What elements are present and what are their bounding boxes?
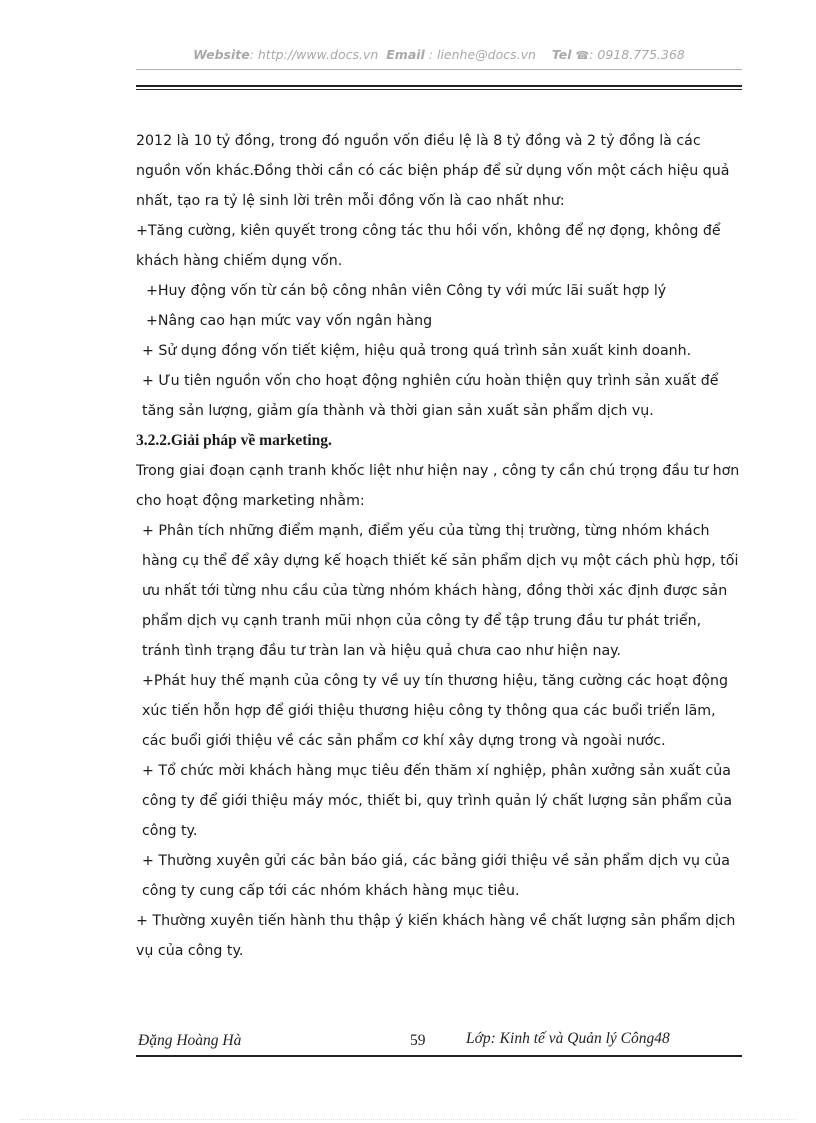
list-item: + Ưu tiên nguồn vốn cho hoạt động nghiên cứu hoàn thiện quy trình sản xuất để tăng sản lượng, giảm gía thành và thời gian sản xuất sản phẩm dịch vụ. — [142, 373, 719, 419]
list-item: +Phát huy thế mạnh của công ty về uy tín thương hiệu, tăng cường các hoạt động xúc tiến hỗn hợp để giới thiệu thương hiệu công ty thông qua các buổi triển lãm, các buổi giới thiệu về các sản phẩm cơ khí xây dựng trong và ngoài nước. — [142, 673, 728, 749]
phone-icon: ☎ — [575, 49, 590, 62]
list-item: + Thường xuyên tiến hành thu thập ý kiến khách hàng về chất lượng sản phẩm dịch vụ của công ty. — [136, 913, 736, 959]
header-rule — [136, 69, 742, 70]
list-item: + Phân tích những điểm mạnh, điểm yếu của từng thị trường, từng nhóm khách hàng cụ thể để xây dựng kế hoạch thiết kế sản phẩm dịch vụ một cách phù hợp, tối ưu nhất tới từng nhu cầu của từng nhóm khách hàng, đồng thời xác định được sản phẩm dịch vụ cạnh tranh mũi nhọn của công ty để tập trung đầu tư phát triển, tránh tình trạng đầu tư tràn lan và hiệu quả chưa cao như hiện nay. — [142, 523, 739, 659]
list-item: +Tăng cường, kiên quyết trong công tác thu hồi vốn, không để nợ đọng, không để khách hàng chiếm dụng vốn. — [136, 223, 721, 269]
tel-value: : 0918.775.368 — [589, 47, 685, 62]
page-header — [136, 47, 742, 62]
list-item: + Thường xuyên gửi các bản báo giá, các bảng giới thiệu về sản phẩm dịch vụ của công ty cung cấp tới các nhóm khách hàng mục tiêu. — [142, 853, 730, 899]
footer-rule — [136, 1055, 742, 1057]
website-value: : http://www.docs.vn — [249, 47, 379, 62]
footer-class: Lớp: Kinh tế và Quản lý Công48 — [466, 1030, 670, 1047]
footer-author: Đặng Hoàng Hà — [138, 1032, 242, 1049]
paragraph-capital: 2012 là 10 tỷ đồng, trong đó nguồn vốn điều lệ là 8 tỷ đồng và 2 tỷ đồng là các nguồn vốn khác.Đồng thời cần có các biện pháp để sử dụng vốn một cách hiệu quả nhất, tạo ra tỷ lệ sinh lời trên mỗi đồng vốn là cao nhất như: — [136, 133, 730, 209]
paragraph-marketing: Trong giai đoạn cạnh tranh khốc liệt như hiện nay , công ty cần chú trọng đầu tư hơn cho hoạt động marketing nhằm: — [136, 463, 740, 509]
section-heading: 3.2.2.Giải pháp về marketing. — [136, 432, 332, 449]
tel-label: Tel — [551, 47, 572, 62]
page-footer — [136, 1030, 742, 1054]
list-item: +Nâng cao hạn mức vay vốn ngân hàng — [146, 313, 433, 329]
website-label: Website — [193, 47, 250, 62]
email-label: Email — [386, 47, 425, 62]
document-body — [136, 126, 740, 966]
header-double-rule — [136, 85, 742, 90]
page-number: 59 — [410, 1032, 426, 1049]
email-value: : lienhe@docs.vn — [424, 47, 536, 62]
list-item: +Huy động vốn từ cán bộ công nhân viên Công ty với mức lãi suất hợp lý — [146, 283, 667, 299]
list-item: + Tổ chức mời khách hàng mục tiêu đến thăm xí nghiệp, phân xưởng sản xuất của công ty để giới thiệu máy móc, thiết bi, quy trình quản lý chất lượng sản phẩm của công ty. — [142, 763, 733, 839]
list-item: + Sử dụng đồng vốn tiết kiệm, hiệu quả trong quá trình sản xuất kinh doanh. — [142, 343, 692, 359]
page-bottom-border — [20, 1119, 796, 1120]
